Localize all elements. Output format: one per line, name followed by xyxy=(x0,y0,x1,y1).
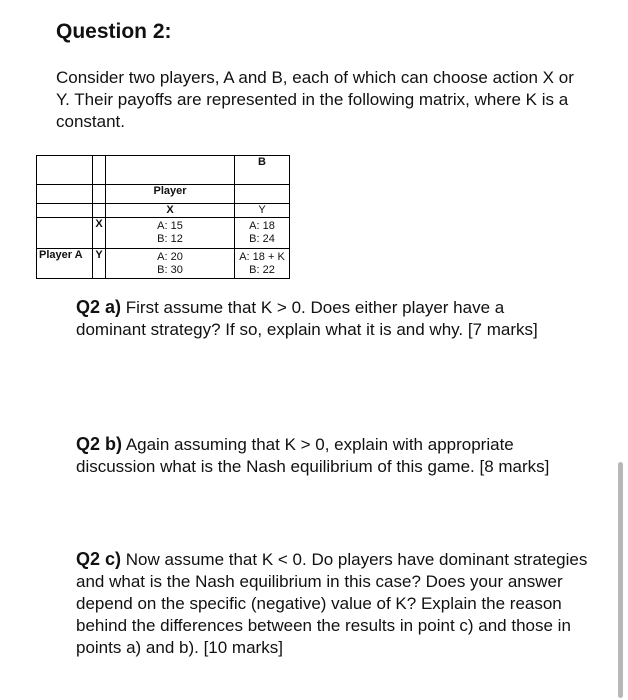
matrix-blank xyxy=(93,156,106,185)
row-y-header: Y xyxy=(93,249,106,279)
matrix-blank xyxy=(37,156,93,185)
question-text: Now assume that K < 0. Do players have dominant strategies and what is the Nash equilibrium in this case? Does your answer depend on the specific (negative) value of K? Explain the reason behind the differences between the results in point c) and those in points a) and b). [10 marks] xyxy=(76,550,588,657)
cell-xy-a: A: 18 xyxy=(249,220,275,232)
cell-yy xyxy=(235,249,290,279)
cell-yx-b: B: 30 xyxy=(157,263,183,276)
question-text: Again assuming that K > 0, explain with appropriate discussion what is the Nash equilibrium of this game. [8 marks] xyxy=(76,435,550,476)
matrix-blank xyxy=(106,156,235,185)
cell-xx-a: A: 15 xyxy=(157,220,183,232)
scrollbar[interactable] xyxy=(618,462,623,698)
cell-yy-b: B: 22 xyxy=(249,263,275,276)
cell-yy-a: A: 18 + K xyxy=(239,250,285,263)
payoff-matrix xyxy=(36,155,290,279)
question-2c xyxy=(76,548,596,659)
question-text: First assume that K > 0. Does either player have a dominant strategy? If so, explain what it is and why. [7 marks] xyxy=(76,298,538,339)
col-player-label: B xyxy=(235,156,290,185)
col-x-header: X xyxy=(106,204,235,218)
question-label: Q2 c) xyxy=(76,549,122,569)
question-2a xyxy=(76,296,576,341)
question-intro: Consider two players, A and B, each of which can choose action X or Y. Their payoffs are represented in the following matrix, where K is a constant. xyxy=(56,68,574,131)
col-y-header: Y xyxy=(235,204,290,218)
question-label: Q2 a) xyxy=(76,297,122,317)
cell-xx-b: B: 12 xyxy=(157,233,183,245)
question-label: Q2 b) xyxy=(76,434,123,454)
cell-xy-b: B: 24 xyxy=(249,233,275,245)
cell-yx xyxy=(106,249,235,279)
question-2b xyxy=(76,433,576,478)
matrix-blank xyxy=(37,185,93,204)
row-x-header: X xyxy=(93,218,106,249)
matrix-blank xyxy=(37,218,93,249)
matrix-blank xyxy=(37,204,93,218)
matrix-blank xyxy=(93,204,106,218)
cell-xy xyxy=(235,218,290,249)
cell-yx-a: A: 20 xyxy=(157,250,183,263)
cell-xx xyxy=(106,218,235,249)
player-header: Player xyxy=(106,185,235,204)
matrix-blank xyxy=(93,185,106,204)
matrix-blank xyxy=(235,185,290,204)
page-title: Question 2: xyxy=(56,20,172,43)
row-player-label: Player A xyxy=(37,249,93,279)
